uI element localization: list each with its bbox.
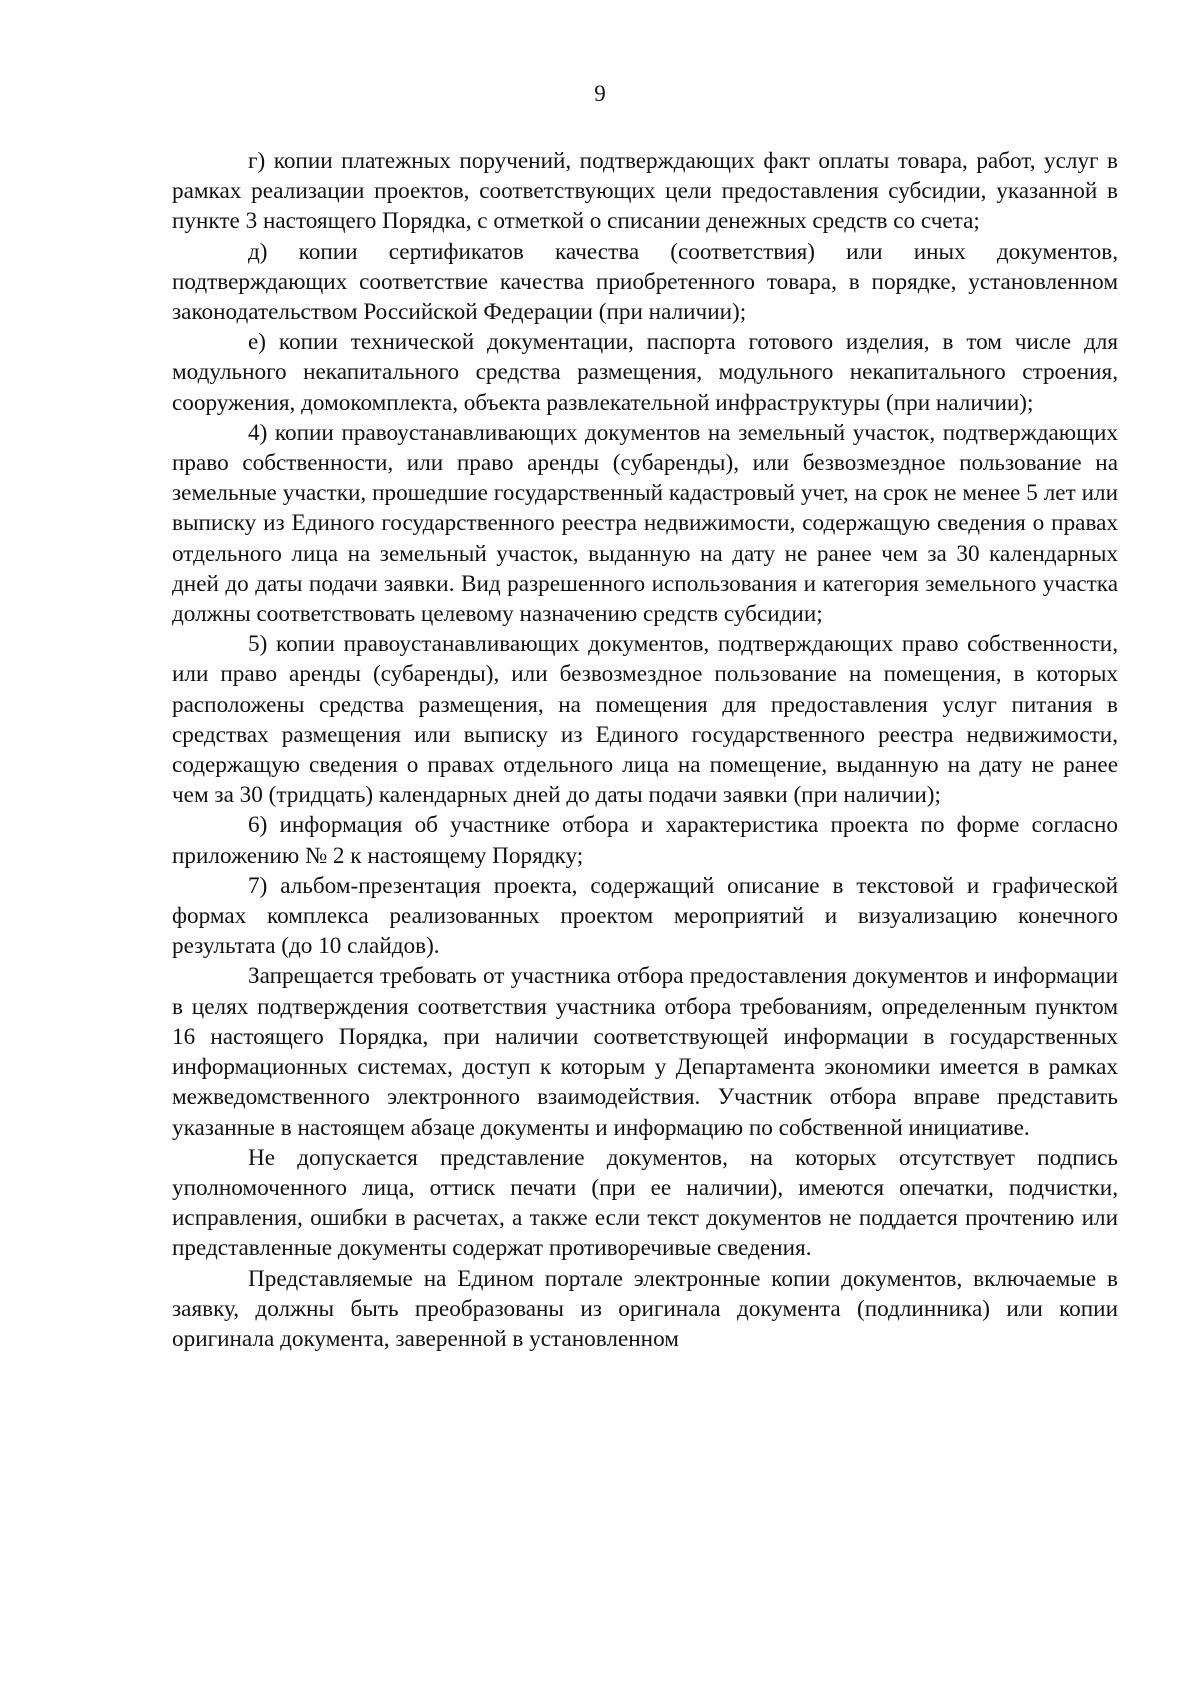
paragraph-item-e: е) копии технической документации, паспорта готового изделия, в том числе для модульного некапитального средства размещения, модульного некапитального строения, сооружения, домокомплекта, объекта развлекательной инфраструктуры (при наличии);: [172, 329, 1118, 416]
paragraph-item-5: 5) копии правоустанавливающих документов, подтверждающих право собственности, или право аренды (субаренды), или безвозмездное пользование на помещения, в которых расположены средства размещения, на помещения для предоставления услуг питания в средствах размещения или выписку из Единого государственного реестра недвижимости, содержащую сведения о правах отдельного лица на помещение, выданную на дату не ранее чем за 30 (тридцать) календарных дней до даты подачи заявки (при наличии);: [172, 631, 1118, 809]
paragraph-item-6: 6) информация об участнике отбора и характеристика проекта по форме согласно приложению № 2 к настоящему Порядку;: [172, 812, 1118, 869]
paragraph-inadmissible-documents: Не допускается представление документов, на которых отсутствует подпись уполномоченного лица, оттиск печати (при ее наличии), имеются опечатки, подчистки, исправления, ошибки в расчетах, а также если текст документов не поддается прочтению или представленные документы содержат противоречивые сведения.: [172, 1144, 1118, 1262]
paragraph-item-7: 7) альбом-презентация проекта, содержащий описание в текстовой и графической формах комплекса реализованных проектом мероприятий и визуализацию конечного результата (до 10 слайдов).: [172, 872, 1118, 960]
paragraph-prohibition: Запрещается требовать от участника отбора предоставления документов и информации в целях подтверждения соответствия участника отбора требованиям, определенным пунктом 16 настоящего Порядка, при наличии соответствующей информации в государственных информационных системах, доступ к которым у Департамента экономики имеется в рамках межведомственного электронного взаимодействия. Участник отбора вправе представить указанные в настоящем абзаце документы и информацию по собственной инициативе.: [172, 963, 1118, 1141]
paragraph-item-4: 4) копии правоустанавливающих документов на земельный участок, подтверждающих право собственности, или право аренды (субаренды), или безвозмездное пользование на земельные участки, прошедшие государственный кадастровый учет, на срок не менее 5 лет или выписку из Единого государственного реестра недвижимости, содержащую сведения о правах отдельного лица на земельный участок, выданную на дату не ранее чем за 30 календарных дней до даты подачи заявки. Вид разрешенного использования и категория земельного участка должны соответствовать целевому назначению средств субсидии;: [172, 419, 1118, 628]
paragraph-item-g: г) копии платежных поручений, подтверждающих факт оплаты товара, работ, услуг в рамках реализации проектов, соответствующих цели предоставления субсидии, указанной в пункте 3 настоящего Порядка, с отметкой о списании денежных средств со счета;: [172, 148, 1118, 235]
paragraph-electronic-copies: Представляемые на Едином портале электронные копии документов, включаемые в заявку, должны быть преобразованы из оригинала документа (подлинника) или копии оригинала документа, заверенной в установленном: [172, 1265, 1118, 1352]
paragraph-item-d: д) копии сертификатов качества (соответствия) или иных документов, подтверждающих соответствие качества приобретенного товара, в порядке, установленном законодательством Российской Федерации (при наличии);: [172, 238, 1118, 326]
document-body: [172, 146, 1118, 1354]
page-number: 9: [594, 81, 606, 106]
